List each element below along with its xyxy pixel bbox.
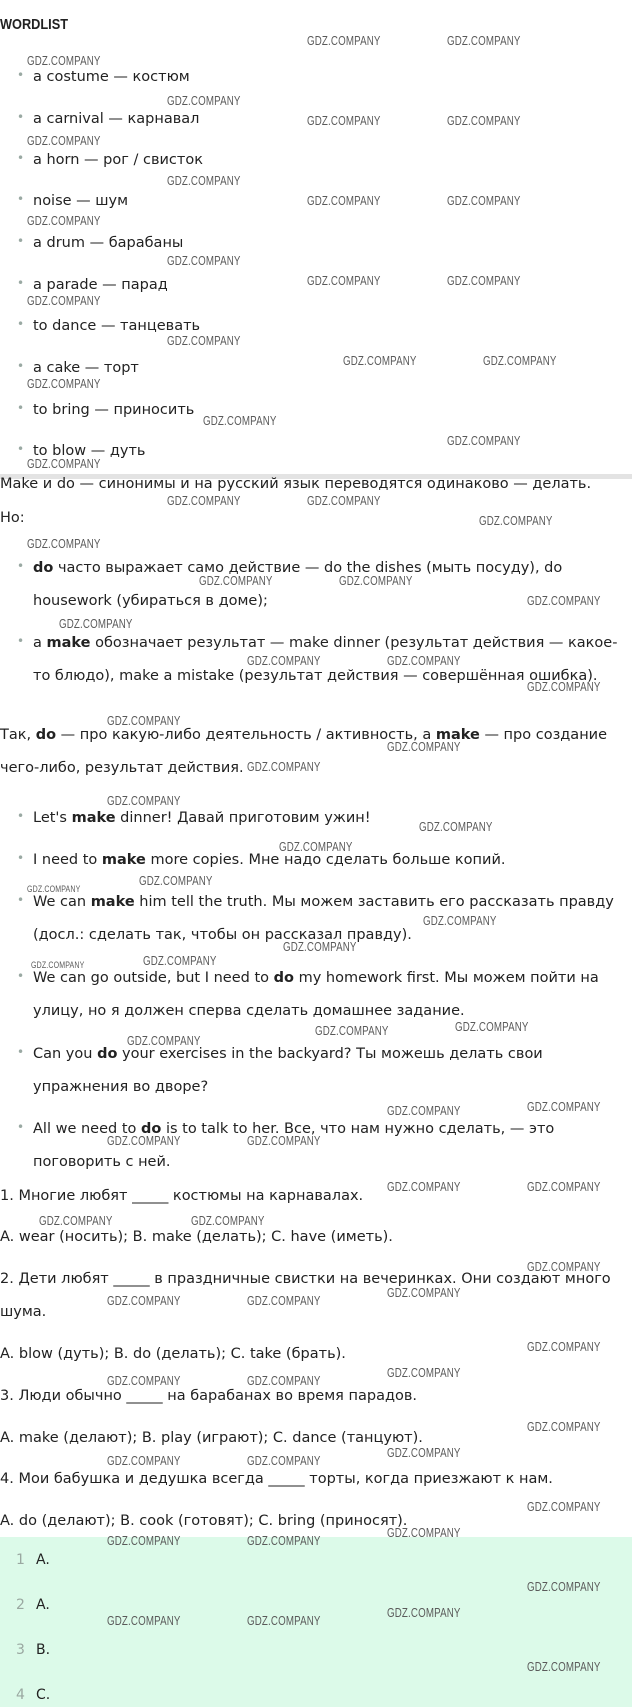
watermark: GDZ.COMPANY: [527, 1500, 601, 1514]
watermark: GDZ.COMPANY: [387, 740, 461, 754]
watermark: GDZ.COMPANY: [447, 274, 521, 288]
wordlist-title: WORDLIST: [0, 16, 68, 33]
watermark: GDZ.COMPANY: [247, 1534, 321, 1548]
watermark: GDZ.COMPANY: [387, 1606, 461, 1620]
watermark: GDZ.COMPANY: [107, 714, 181, 728]
watermark: GDZ.COMPANY: [167, 494, 241, 508]
question-3: 3. Люди обычно _____ на барабанах во время парадов.: [0, 1388, 418, 1404]
watermark: GDZ.COMPANY: [107, 1614, 181, 1628]
watermark: GDZ.COMPANY: [107, 1134, 181, 1148]
watermark: GDZ.COMPANY: [107, 1454, 181, 1468]
answer-value: A.: [36, 1552, 50, 1568]
list-item: • a carnival — карнавал: [17, 110, 200, 127]
list-item: • a drum — барабаны: [17, 234, 184, 251]
watermark: GDZ.COMPANY: [339, 574, 413, 588]
list-item: • to blow — дуть: [17, 442, 146, 459]
watermark: GDZ.COMPANY: [39, 1214, 113, 1228]
intro-text: Make и do — синонимы и на русский язык переводятся одинаково — делать.: [0, 476, 592, 492]
watermark: GDZ.COMPANY: [139, 874, 213, 888]
watermark: GDZ.COMPANY: [167, 334, 241, 348]
watermark: GDZ.COMPANY: [479, 514, 553, 528]
watermark: GDZ.COMPANY: [167, 174, 241, 188]
watermark: GDZ.COMPANY: [455, 1020, 529, 1034]
question-4: 4. Мои бабушка и дедушка всегда _____ торты, когда приезжают к нам.: [0, 1471, 553, 1487]
answer-value: C.: [36, 1687, 51, 1703]
list-item: • a horn — рог / свисток: [17, 151, 203, 168]
watermark: GDZ.COMPANY: [199, 574, 273, 588]
watermark: GDZ.COMPANY: [27, 884, 81, 894]
watermark: GDZ.COMPANY: [127, 1034, 201, 1048]
watermark: GDZ.COMPANY: [279, 840, 353, 854]
watermark: GDZ.COMPANY: [107, 1294, 181, 1308]
watermark: GDZ.COMPANY: [527, 1580, 601, 1594]
watermark: GDZ.COMPANY: [387, 1446, 461, 1460]
watermark: GDZ.COMPANY: [203, 414, 277, 428]
question-3-options: A. make (делают); B. play (играют); C. dance (танцуют).: [0, 1430, 423, 1446]
question-2-options: A. blow (дуть); B. do (делать); C. take (брать).: [0, 1346, 346, 1362]
example-item-cont: улицу, но я должен сперва сделать домашнее задание.: [33, 1003, 465, 1019]
watermark: GDZ.COMPANY: [247, 1614, 321, 1628]
example-item: • Let's make dinner! Давай приготовим ужин!: [17, 809, 371, 826]
answer-number: 2: [16, 1597, 25, 1613]
list-item: • a cake — торт: [17, 359, 139, 376]
list-item: • a parade — парад: [17, 276, 168, 293]
list-item: • to bring — приносить: [17, 401, 195, 418]
watermark: GDZ.COMPANY: [419, 820, 493, 834]
watermark: GDZ.COMPANY: [527, 1420, 601, 1434]
but-text: Но:: [0, 510, 25, 526]
watermark: GDZ.COMPANY: [307, 114, 381, 128]
watermark: GDZ.COMPANY: [107, 1534, 181, 1548]
example-item: • I need to make more copies. Мне надо сделать больше копий.: [17, 851, 506, 868]
watermark: GDZ.COMPANY: [307, 494, 381, 508]
watermark: GDZ.COMPANY: [27, 54, 101, 68]
list-item: • noise — шум: [17, 192, 129, 209]
watermark: GDZ.COMPANY: [167, 254, 241, 268]
watermark: GDZ.COMPANY: [247, 1134, 321, 1148]
watermark: GDZ.COMPANY: [447, 434, 521, 448]
question-2-cont: шума.: [0, 1304, 47, 1320]
example-item-cont: поговорить с ней.: [33, 1154, 171, 1170]
watermark: GDZ.COMPANY: [387, 1104, 461, 1118]
answer-number: 4: [16, 1687, 25, 1703]
watermark: GDZ.COMPANY: [527, 1260, 601, 1274]
watermark: GDZ.COMPANY: [527, 1340, 601, 1354]
watermark: GDZ.COMPANY: [27, 214, 101, 228]
watermark: GDZ.COMPANY: [527, 1660, 601, 1674]
watermark: GDZ.COMPANY: [387, 654, 461, 668]
watermark: GDZ.COMPANY: [27, 294, 101, 308]
example-item: • All we need to do is to talk to her. Все, что нам нужно сделать, — это: [17, 1120, 555, 1137]
watermark: GDZ.COMPANY: [247, 1374, 321, 1388]
watermark: GDZ.COMPANY: [527, 594, 601, 608]
watermark: GDZ.COMPANY: [447, 114, 521, 128]
watermark: GDZ.COMPANY: [447, 194, 521, 208]
summary-text: Так, do — про какую-либо деятельность / активность, а make — про создание: [0, 727, 608, 743]
watermark: GDZ.COMPANY: [107, 1374, 181, 1388]
rule-make-cont: то блюдо), make a mistake (результат действия — совершённая ошибка).: [33, 668, 598, 684]
watermark: GDZ.COMPANY: [283, 940, 357, 954]
question-4-options: A. do (делают); B. cook (готовят); C. bring (приносят).: [0, 1513, 408, 1529]
watermark: GDZ.COMPANY: [247, 1294, 321, 1308]
watermark: GDZ.COMPANY: [447, 34, 521, 48]
watermark: GDZ.COMPANY: [27, 134, 101, 148]
example-item: • We can make him tell the truth. Мы можем заставить его рассказать правду: [17, 893, 614, 910]
watermark: GDZ.COMPANY: [343, 354, 417, 368]
watermark: GDZ.COMPANY: [27, 537, 101, 551]
watermark: GDZ.COMPANY: [423, 914, 497, 928]
watermark: GDZ.COMPANY: [527, 1180, 601, 1194]
watermark: GDZ.COMPANY: [59, 617, 133, 631]
example-item-cont: (досл.: сделать так, чтобы он рассказал правду).: [33, 927, 412, 943]
watermark: GDZ.COMPANY: [143, 954, 217, 968]
watermark: GDZ.COMPANY: [27, 377, 101, 391]
rule-make: • a make обозначает результат — make dinner (результат действия — какое-: [17, 634, 618, 651]
example-item: • We can go outside, but I need to do my homework first. Мы можем пойти на: [17, 969, 599, 986]
question-2: 2. Дети любят _____ в праздничные свистки на вечеринках. Они создают много: [0, 1271, 611, 1287]
watermark: GDZ.COMPANY: [27, 457, 101, 471]
question-1: 1. Многие любят _____ костюмы на карнавалах.: [0, 1188, 364, 1204]
list-item: • to dance — танцевать: [17, 317, 201, 334]
watermark: GDZ.COMPANY: [315, 1024, 389, 1038]
watermark: GDZ.COMPANY: [167, 94, 241, 108]
watermark: GDZ.COMPANY: [247, 1454, 321, 1468]
answer-value: B.: [36, 1642, 51, 1658]
watermark: GDZ.COMPANY: [387, 1526, 461, 1540]
rule-do-cont: housework (убираться в доме);: [33, 593, 268, 609]
watermark: GDZ.COMPANY: [387, 1180, 461, 1194]
answer-value: A.: [36, 1597, 50, 1613]
list-item: • a costume — костюм: [17, 68, 190, 85]
example-item: • Can you do your exercises in the backyard? Ты можешь делать свои: [17, 1045, 543, 1062]
rule-do: • do часто выражает само действие — do the dishes (мыть посуду), do: [17, 559, 563, 576]
watermark: GDZ.COMPANY: [527, 1100, 601, 1114]
watermark: GDZ.COMPANY: [387, 1286, 461, 1300]
answer-number: 1: [16, 1552, 25, 1568]
watermark: GDZ.COMPANY: [483, 354, 557, 368]
watermark: GDZ.COMPANY: [107, 794, 181, 808]
question-1-options: A. wear (носить); B. make (делать); C. have (иметь).: [0, 1229, 393, 1245]
watermark: GDZ.COMPANY: [387, 1366, 461, 1380]
watermark: GDZ.COMPANY: [31, 960, 85, 970]
watermark: GDZ.COMPANY: [307, 274, 381, 288]
watermark: GDZ.COMPANY: [307, 194, 381, 208]
example-item-cont: упражнения во дворе?: [33, 1079, 209, 1095]
watermark: GDZ.COMPANY: [191, 1214, 265, 1228]
watermark: GDZ.COMPANY: [247, 760, 321, 774]
summary-text-cont: чего-либо, результат действия.: [0, 760, 244, 776]
answer-number: 3: [16, 1642, 25, 1658]
watermark: GDZ.COMPANY: [527, 680, 601, 694]
watermark: GDZ.COMPANY: [247, 654, 321, 668]
watermark: GDZ.COMPANY: [307, 34, 381, 48]
